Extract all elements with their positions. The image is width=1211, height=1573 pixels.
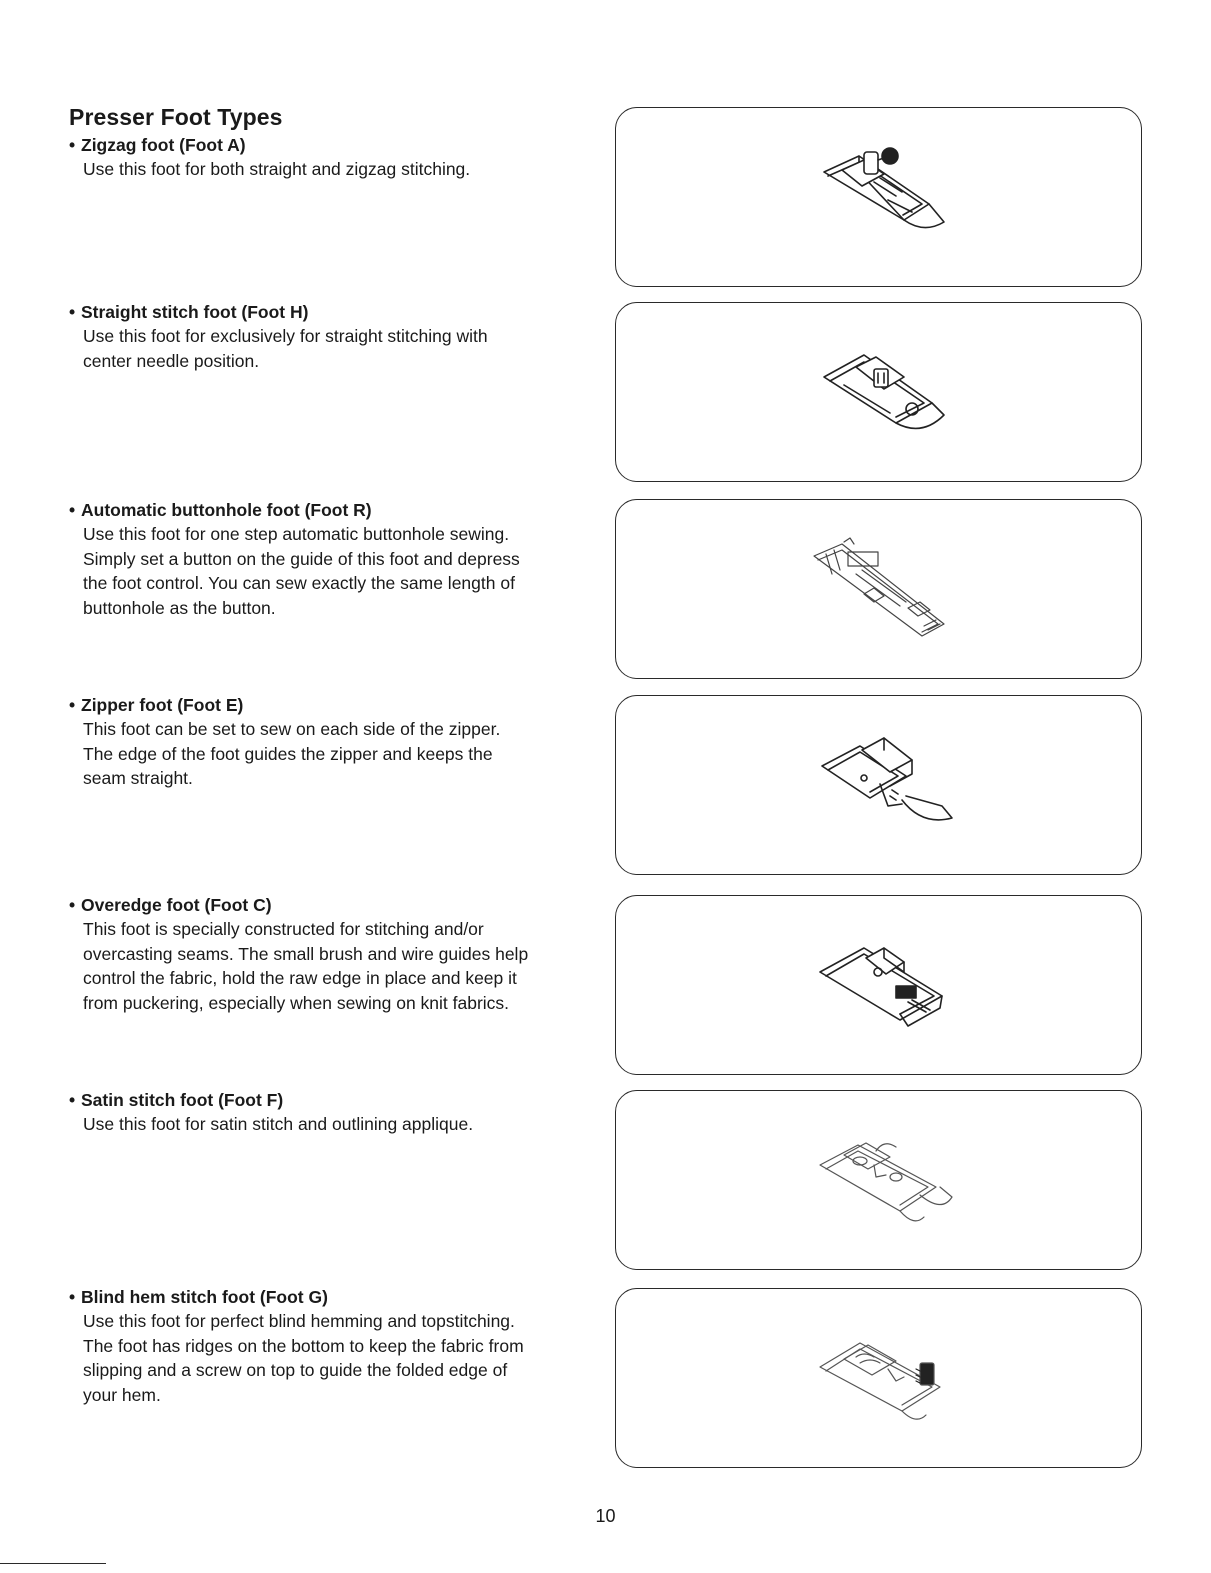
section-overedge-foot [69, 893, 599, 1015]
satin-stitch-foot-figure [615, 1090, 1142, 1270]
bullet: • [69, 1287, 76, 1307]
section-body: Use this foot for perfect blind hemming and topstitching. The foot has ridges on the bottom to keep the fabric from slipping and a screw on top to guide the folded edge of your hem. [83, 1311, 524, 1405]
zipper-foot-figure [615, 695, 1142, 875]
zigzag-foot-illustration [804, 142, 954, 252]
overedge-foot-illustration [804, 930, 954, 1040]
section-heading: • Straight stitch foot (Foot H) [69, 302, 309, 322]
bullet: • [69, 135, 76, 155]
section-body: Use this foot for exclusively for straight stitching with center needle position. [83, 326, 488, 371]
page-title: Presser Foot Types [69, 104, 283, 130]
zipper-foot-illustration [804, 730, 954, 840]
section-zigzag-foot [69, 133, 599, 182]
section-blind-hem-foot [69, 1285, 599, 1407]
section-heading: • Zipper foot (Foot E) [69, 695, 244, 715]
blind-hem-foot-illustration [804, 1323, 954, 1433]
straight-stitch-foot-illustration [804, 337, 954, 447]
satin-stitch-foot-illustration [804, 1125, 954, 1235]
section-heading: • Automatic buttonhole foot (Foot R) [69, 500, 372, 520]
buttonhole-foot-illustration [804, 534, 954, 644]
section-body: This foot can be set to sew on each side of the zipper. The edge of the foot guides the zipper and keeps the seam straight. [83, 719, 501, 788]
section-heading: • Satin stitch foot (Foot F) [69, 1090, 284, 1110]
section-body: Use this foot for satin stitch and outlining applique. [83, 1114, 474, 1134]
bullet: • [69, 895, 76, 915]
buttonhole-foot-figure [615, 499, 1142, 679]
straight-stitch-foot-figure [615, 302, 1142, 482]
section-straight-stitch-foot [69, 300, 599, 373]
bullet: • [69, 302, 76, 322]
section-body: Use this foot for both straight and zigzag stitching. [83, 159, 471, 179]
bullet: • [69, 695, 76, 715]
blind-hem-foot-figure [615, 1288, 1142, 1468]
section-heading: • Blind hem stitch foot (Foot G) [69, 1287, 328, 1307]
section-heading: • Overedge foot (Foot C) [69, 895, 272, 915]
section-zipper-foot [69, 693, 599, 791]
page-number: 10 [595, 1506, 616, 1526]
section-body: This foot is specially constructed for stitching and/or overcasting seams. The small brush and wire guides help control the fabric, hold the raw edge in place and keep it from puckering, especially when sewing on knit fabrics. [83, 919, 529, 1013]
overedge-foot-figure [615, 895, 1142, 1075]
zigzag-foot-figure [615, 107, 1142, 287]
section-buttonhole-foot [69, 498, 599, 620]
section-satin-stitch-foot [69, 1088, 599, 1137]
footer-rule [0, 1563, 106, 1564]
section-body: Use this foot for one step automatic buttonhole sewing. Simply set a button on the guide of this foot and depress the foot control. You can sew exactly the same length of buttonhole as the button. [83, 524, 520, 618]
bullet: • [69, 500, 76, 520]
section-heading: • Zigzag foot (Foot A) [69, 135, 246, 155]
bullet: • [69, 1090, 76, 1110]
